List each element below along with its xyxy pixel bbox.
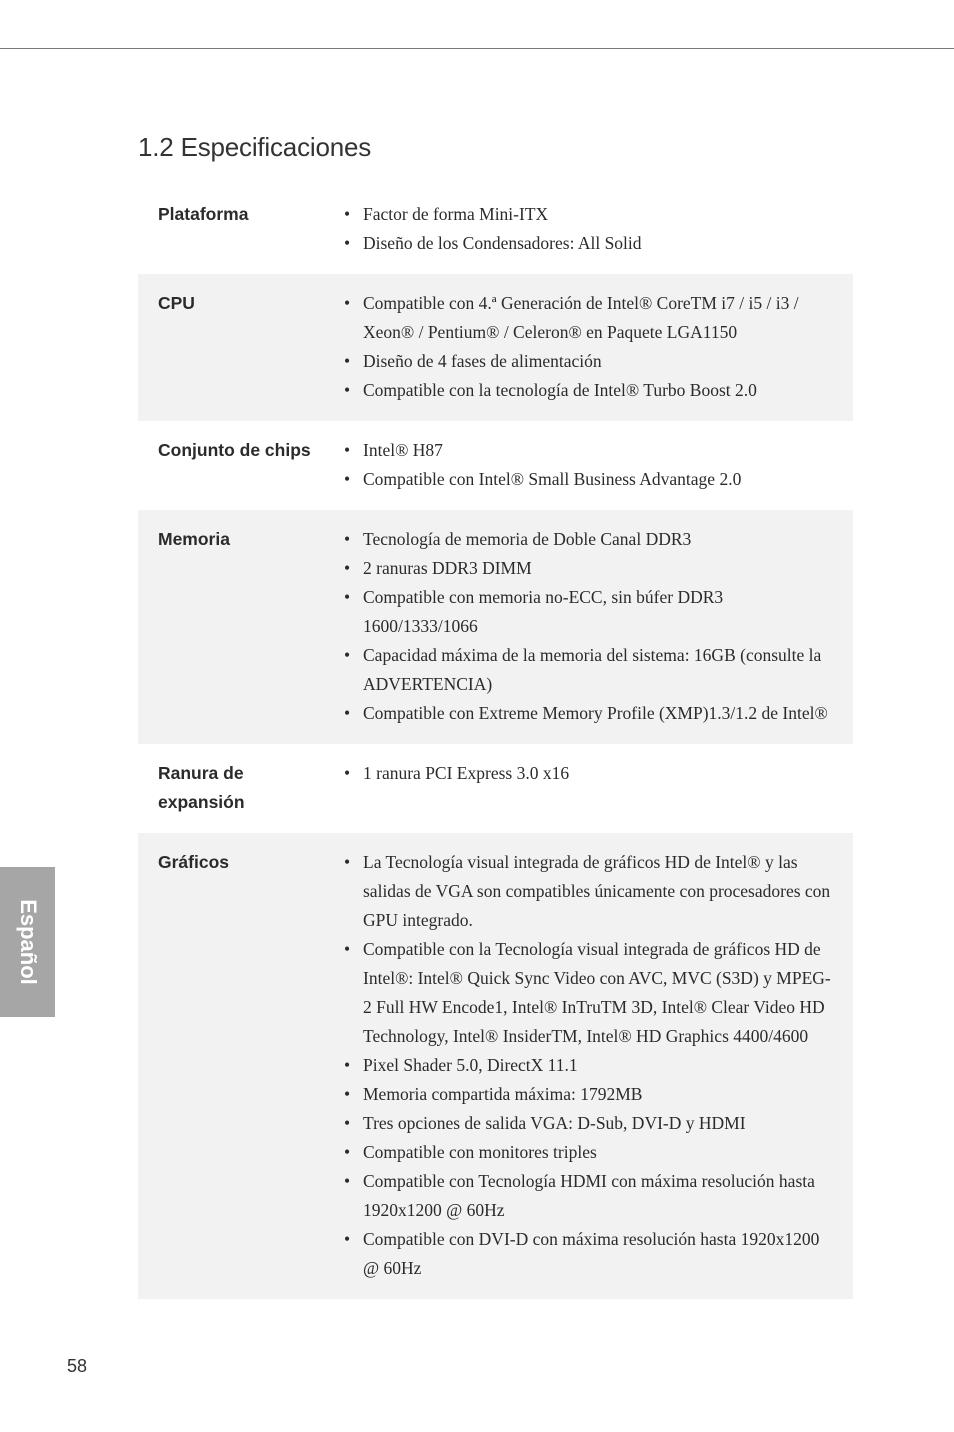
spec-item: • Compatible con Tecnología HDMI con máxima resolución hasta 1920x1200 @ 60Hz xyxy=(344,1167,833,1225)
spec-item: • Tres opciones de salida VGA: D-Sub, DVI-D y HDMI xyxy=(344,1109,833,1138)
spec-row-memoria xyxy=(138,510,853,744)
spec-row-chipset xyxy=(138,421,853,510)
spec-items xyxy=(318,525,853,728)
spec-item: • Compatible con monitores triples xyxy=(344,1138,833,1167)
spec-item: • Compatible con DVI-D con máxima resolución hasta 1920x1200 @ 60Hz xyxy=(344,1225,833,1283)
spec-label: Memoria xyxy=(158,529,230,549)
section-title: 1.2 Especificaciones xyxy=(138,132,372,162)
spec-item: • Factor de forma Mini-ITX xyxy=(344,200,833,229)
spec-label: Gráficos xyxy=(158,852,229,872)
spec-item: • Intel® H87 xyxy=(344,436,833,465)
spec-label: CPU xyxy=(158,293,195,313)
spec-item: • Capacidad máxima de la memoria del sistema: 16GB (consulte la ADVERTENCIA) xyxy=(344,641,833,699)
spec-row-expansion xyxy=(138,744,853,833)
spec-item: • 1 ranura PCI Express 3.0 x16 xyxy=(344,759,833,788)
spec-item: • Compatible con 4.ª Generación de Intel® CoreTM i7 / i5 / i3 / Xeon® / Pentium® / Celeron® en Paquete LGA1150 xyxy=(344,289,833,347)
spec-items xyxy=(318,436,853,494)
spec-label: Plataforma xyxy=(158,204,249,224)
spec-row-graficos xyxy=(138,833,853,1299)
page-number: 58 xyxy=(67,1356,88,1376)
spec-row-plataforma xyxy=(138,185,853,274)
spec-label: Ranura de expansión xyxy=(158,763,245,812)
spec-items xyxy=(318,759,853,817)
spec-item: • Compatible con la Tecnología visual integrada de gráficos HD de Intel®: Intel® Quick Sync Video con AVC, MVC (S3D) y MPEG-2 Full HW Encode1, Intel® InTruTM 3D, Intel® Clear Video HD Technology, Intel® InsiderTM, Intel® HD Graphics 4400/4600 xyxy=(344,935,833,1051)
spec-items xyxy=(318,848,853,1283)
spec-item: • Compatible con Extreme Memory Profile (XMP)1.3/1.2 de Intel® xyxy=(344,699,833,728)
spec-item: • 2 ranuras DDR3 DIMM xyxy=(344,554,833,583)
spec-item: • Diseño de 4 fases de alimentación xyxy=(344,347,833,376)
spec-items xyxy=(318,200,853,258)
specs-table xyxy=(138,185,853,1299)
language-label: Español xyxy=(15,899,41,985)
spec-item: • Memoria compartida máxima: 1792MB xyxy=(344,1080,833,1109)
spec-item: • Compatible con Intel® Small Business Advantage 2.0 xyxy=(344,465,833,494)
top-rule xyxy=(0,48,954,49)
spec-item: • Diseño de los Condensadores: All Solid xyxy=(344,229,833,258)
spec-item: • Tecnología de memoria de Doble Canal DDR3 xyxy=(344,525,833,554)
language-side-tab xyxy=(0,867,55,1017)
spec-label: Conjunto de chips xyxy=(158,440,311,460)
spec-item: • La Tecnología visual integrada de gráficos HD de Intel® y las salidas de VGA son compatibles únicamente con procesadores con GPU integrado. xyxy=(344,848,833,935)
spec-item: • Pixel Shader 5.0, DirectX 11.1 xyxy=(344,1051,833,1080)
spec-row-cpu xyxy=(138,274,853,421)
spec-item: • Compatible con la tecnología de Intel® Turbo Boost 2.0 xyxy=(344,376,833,405)
spec-item: • Compatible con memoria no-ECC, sin búfer DDR3 1600/1333/1066 xyxy=(344,583,833,641)
spec-items xyxy=(318,289,853,405)
